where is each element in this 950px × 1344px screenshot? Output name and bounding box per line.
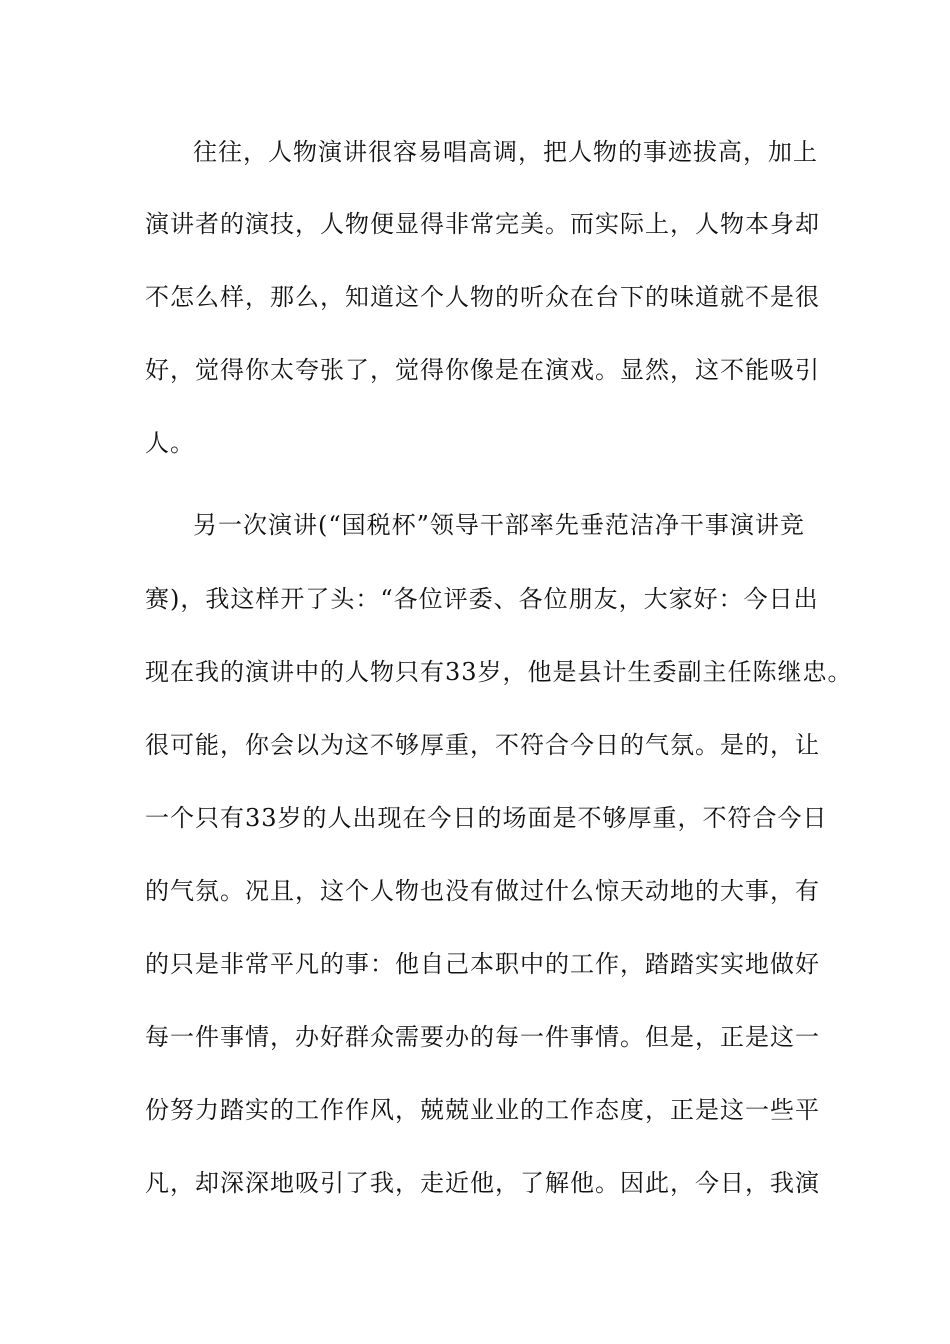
paragraph-1-line-2: 演讲者的演技，人物便显得非常完美。而实际上，人物本身却	[145, 210, 820, 238]
paragraph-2-line-3: 现在我的演讲中的人物只有33岁，他是县计生委副主任陈继忠。	[145, 658, 853, 686]
paragraph-1-line-3: 不怎么样，那么，知道这个人物的听众在台下的味道就不是很	[145, 283, 820, 311]
paragraph-1-line-4: 好，觉得你太夸张了，觉得你像是在演戏。显然，这不能吸引	[145, 356, 820, 384]
paragraph-2-line-6: 的气氛。况且，这个人物也没有做过什么惊天动地的大事，有	[145, 877, 820, 905]
paragraph-1-line-1: 往往，人物演讲很容易唱高调，把人物的事迹拔高，加上	[193, 138, 818, 166]
paragraph-2-line-2: 赛)，我这样开了头：“各位评委、各位朋友，大家好：今日出	[145, 585, 819, 613]
paragraph-1-line-5: 人。	[145, 429, 195, 457]
paragraph-2-line-9: 份努力踏实的工作作风，兢兢业业的工作态度，正是这一些平	[145, 1096, 820, 1124]
paragraph-2-line-10: 凡，却深深地吸引了我，走近他，了解他。因此，今日，我演	[145, 1169, 820, 1197]
paragraph-2-line-8: 每一件事情，办好群众需要办的每一件事情。但是，正是这一	[145, 1023, 820, 1051]
paragraph-2-line-4: 很可能，你会以为这不够厚重，不符合今日的气氛。是的，让	[145, 731, 820, 759]
paragraph-2-line-5: 一个只有33岁的人出现在今日的场面是不够厚重，不符合今日	[145, 804, 828, 832]
paragraph-2-line-1: 另一次演讲(“国税杯”领导干部率先垂范洁净干事演讲竞	[193, 511, 805, 539]
paragraph-2-line-7: 的只是非常平凡的事：他自己本职中的工作，踏踏实实地做好	[145, 950, 820, 978]
